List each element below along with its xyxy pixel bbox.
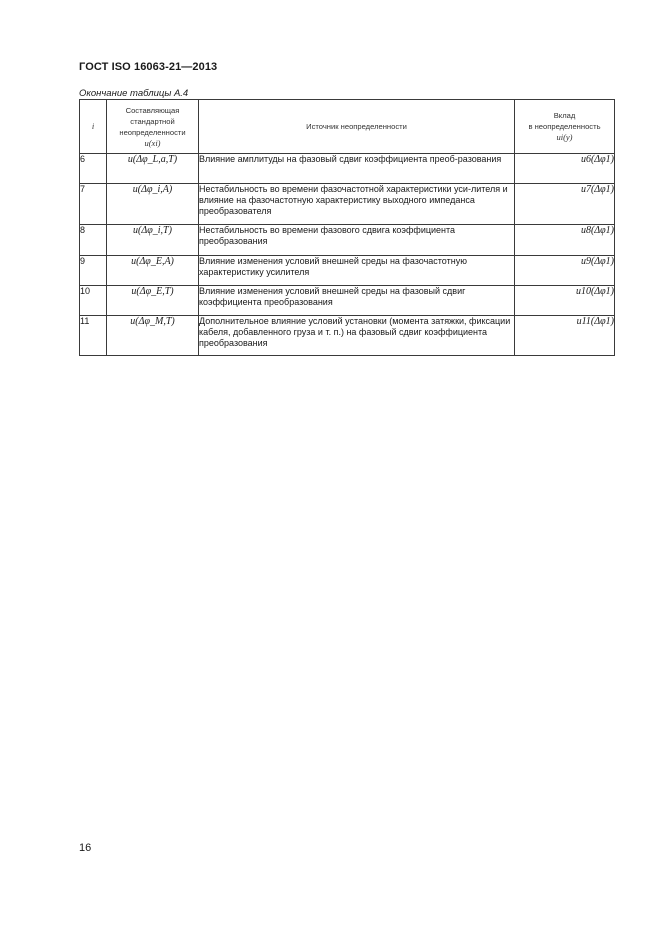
table-row [80, 184, 615, 225]
table-row [80, 256, 615, 286]
header-index [80, 100, 107, 154]
row-index: 8 [80, 225, 107, 256]
row-index: 9 [80, 256, 107, 286]
table-row [80, 154, 615, 184]
row-component: u(Δφ_i,T) [107, 225, 199, 256]
row-index: 11 [80, 316, 107, 356]
header-index-symbol: i [91, 121, 95, 131]
header-component-line3: неопределенности [119, 127, 186, 137]
row-source: Нестабильность во времени фазового сдвига коэффициента преобразования [199, 225, 515, 256]
header-component-symbol: u(xi) [144, 137, 161, 148]
document-header: ГОСТ ISO 16063-21—2013 [79, 61, 218, 73]
row-component: u(Δφ_E,T) [107, 286, 199, 316]
header-contribution-symbol: ui(y) [556, 132, 573, 142]
row-contribution: u7(Δφ1) [515, 184, 615, 225]
header-source-label: Источник неопределенности [306, 122, 407, 131]
header-contribution-line2: в неопределенность [528, 122, 601, 131]
row-component: u(Δφ_L,a,T) [107, 154, 199, 184]
row-index: 7 [80, 184, 107, 225]
header-contribution [515, 100, 615, 154]
table-row [80, 316, 615, 356]
row-component: u(Δφ_E,A) [107, 256, 199, 286]
row-source: Дополнительное влияние условий установки (момента затяжки, фиксации кабеля, добавленного груза и т. п.) на фазовый сдвиг коэффициента преобразования [199, 316, 515, 356]
table-row [80, 225, 615, 256]
row-contribution: u11(Δφ1) [515, 316, 615, 356]
table-row [80, 286, 615, 316]
header-component-line1: Составляющая [125, 105, 180, 115]
row-source: Влияние амплитуды на фазовый сдвиг коэффициента преоб-разования [199, 154, 515, 184]
table-header-row [80, 100, 615, 154]
header-source [199, 100, 515, 154]
row-contribution: u9(Δφ1) [515, 256, 615, 286]
row-source: Нестабильность во времени фазочастотной характеристики уси-лителя и влияние на фазочастотную характеристику выходного импеданса преобразователя [199, 184, 515, 225]
row-contribution: u8(Δφ1) [515, 225, 615, 256]
header-component-line2: стандартной [130, 116, 175, 126]
row-component: u(Δφ_M,T) [107, 316, 199, 356]
row-source: Влияние изменения условий внешней среды на фазочастотную характеристику усилителя [199, 256, 515, 286]
header-contribution-line1: Вклад [553, 111, 576, 120]
row-source: Влияние изменения условий внешней среды на фазовый сдвиг коэффициента преобразования [199, 286, 515, 316]
row-index: 6 [80, 154, 107, 184]
table-caption: Окончание таблицы А.4 [79, 88, 189, 99]
row-index: 10 [80, 286, 107, 316]
page-number: 16 [79, 842, 92, 854]
header-component [107, 100, 199, 154]
uncertainty-table [79, 99, 615, 356]
row-contribution: u6(Δφ1) [515, 154, 615, 184]
row-component: u(Δφ_i,A) [107, 184, 199, 225]
row-contribution: u10(Δφ1) [515, 286, 615, 316]
